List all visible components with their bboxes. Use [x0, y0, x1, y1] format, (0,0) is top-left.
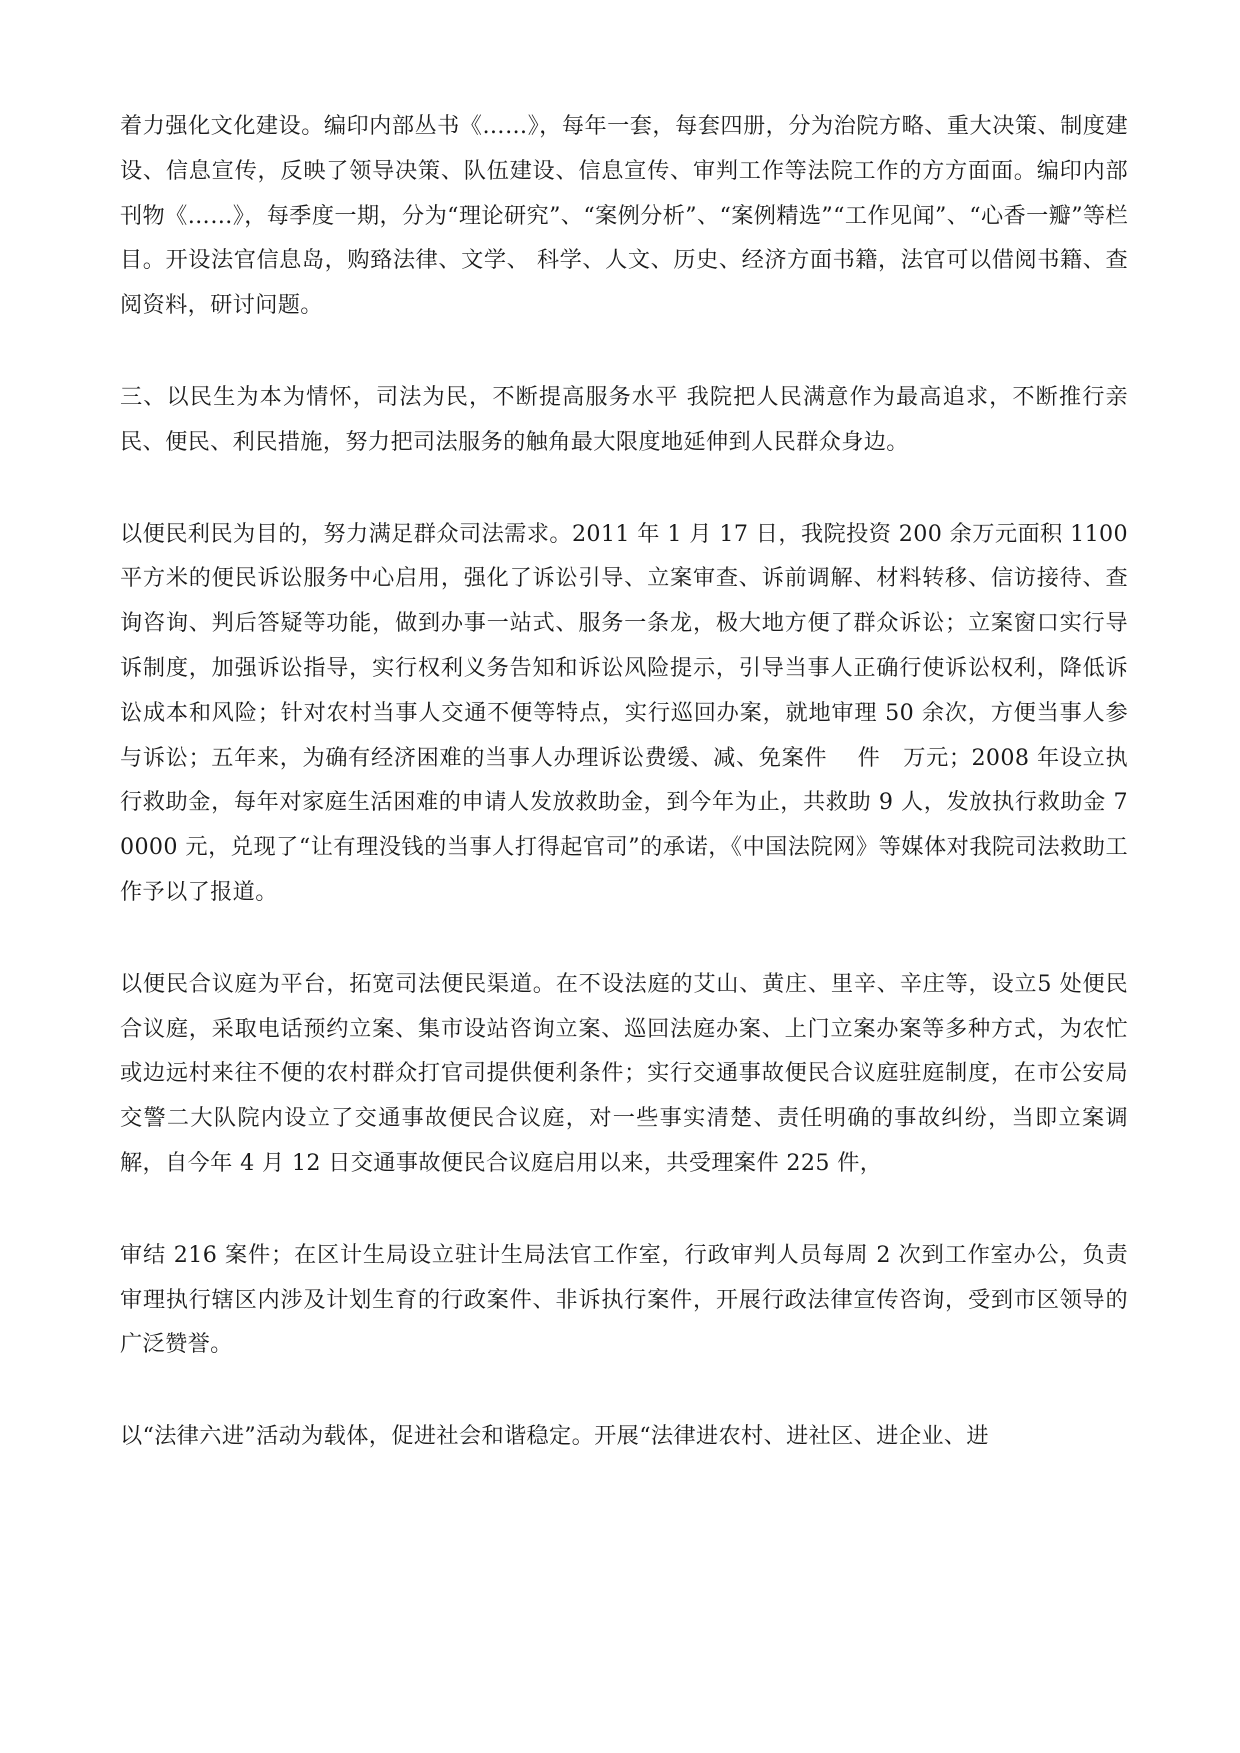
paragraph-culture-building: 着力强化文化建设。编印内部丛书《……》，每年一套，每套四册，分为治院方略、重大决策、制度建设、信息宣传，反映了领导决策、队伍建设、信息宣传、审判工作等法院工作的方方面面。编印内部刊物《……》，每季度一期，分为“理论研究”、“案例分析”、“案例精选”“工作见闻”、“心香一瓣”等栏目。开设法官信息岛，购臵法律、文学、 科学、人文、历史、经济方面书籍，法官可以借阅书籍、查阅资料，研讨问题。	[120, 113, 1128, 319]
document-page	[120, 104, 1128, 1506]
paragraph-section-three-heading: 三、以民生为本为情怀，司法为民，不断提高服务水平 我院把人民满意作为最高追求，不断推行亲民、便民、利民措施，努力把司法服务的触角最大限度地延伸到人民群众身边。	[120, 383, 1128, 455]
paragraph-family-planning-office: 审结 216 案件；在区计生局设立驻计生局法官工作室，行政审判人员每周 2 次到工作室办公，负责审理执行辖区内涉及计划生育的行政案件、非诉执行案件，开展行政法律宣传咨询，受到市区领导的广泛赞誉。	[120, 1241, 1128, 1358]
paragraph-convenience-service: 以便民利民为目的，努力满足群众司法需求。2011 年 1 月 17 日，我院投资 200 余万元面积 1100 平方米的便民诉讼服务中心启用，强化了诉讼引导、立案审查、诉前调解、材料转移、信访接待、查询咨询、判后答疑等功能，做到办事一站式、服务一条龙，极大地方便了群众诉讼；立案窗口实行导诉制度，加强诉讼指导，实行权利义务告知和诉讼风险提示，引导当事人正确行使诉讼权利，降低诉讼成本和风险；针对农村当事人交通不便等特点，实行巡回办案，就地审理 50 余次，方便当事人参与诉讼；五年来，为确有经济困难的当事人办理诉讼费缓、减、免案件 件 万元；2008 年设立执行救助金，每年对家庭生活困难的申请人发放救助金，到今年为止，共救助 9 人，发放执行救助金 70000 元，兑现了“让有理没钱的当事人打得起官司”的承诺，《中国法院网》等媒体对我院司法救助工作予以了报道。	[120, 520, 1128, 905]
paragraph-collegial-panel: 以便民合议庭为平台，拓宽司法便民渠道。在不设法庭的艾山、黄庄、里辛、辛庄等，设立5 处便民合议庭，采取电话预约立案、集市设站咨询立案、巡回法庭办案、上门立案办案等多种方式，为农忙或边远村来往不便的农村群众打官司提供便利条件；实行交通事故便民合议庭驻庭制度，在市公安局交警二大队院内设立了交通事故便民合议庭，对一些事实清楚、责任明确的事故纠纷，当即立案调解，自今年 4 月 12 日交通事故便民合议庭启用以来，共受理案件 225 件，	[120, 970, 1128, 1176]
paragraph-six-law-activities: 以“法律六进”活动为载体，促进社会和谐稳定。开展“法律进农村、进社区、进企业、进	[120, 1423, 989, 1450]
